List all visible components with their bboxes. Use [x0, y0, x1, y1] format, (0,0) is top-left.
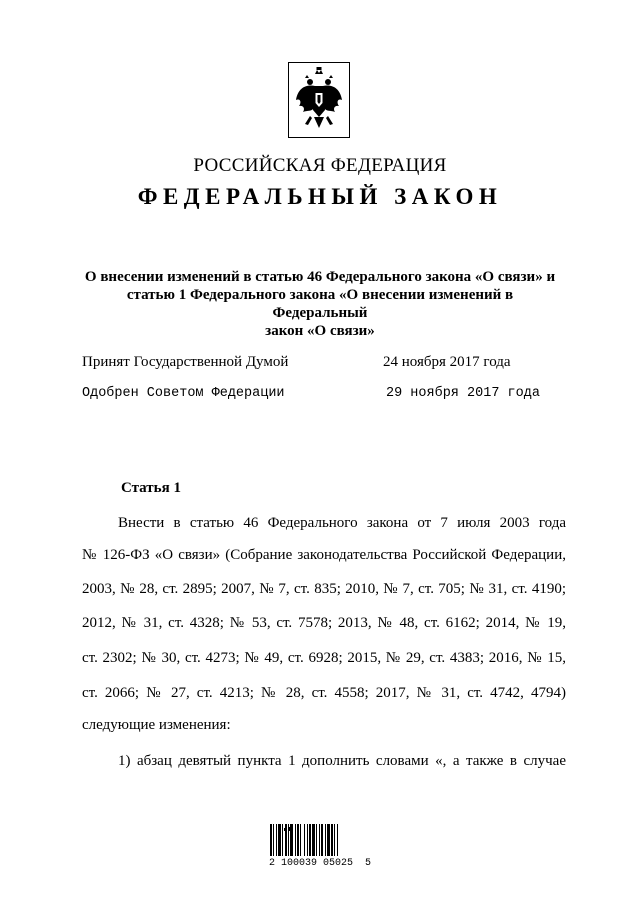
- document-type: ФЕДЕРАЛЬНЫЙ ЗАКОН: [137, 184, 503, 209]
- article-text-line: ст. 2302; № 30, ст. 4273; № 49, ст. 6928; 2015, № 29, ст. 4383; 2016, № 15,: [82, 650, 566, 666]
- article-text-line: 1) абзац девятый пункта 1 дополнить словами «, а также в случае: [118, 753, 566, 769]
- approved-by-council-label: Одобрен Советом Федерации: [82, 386, 285, 401]
- article-text-line: Внести в статью 46 Федерального закона от 7 июля 2003 года: [118, 515, 566, 531]
- approved-by-council-date: 29 ноября 2017 года: [386, 386, 540, 401]
- barcode: [268, 824, 372, 856]
- country-name: РОССИЙСКАЯ ФЕДЕРАЦИЯ: [193, 155, 447, 176]
- law-title-line: закон «О связи»: [265, 323, 375, 339]
- law-title-line: О внесении изменений в статью 46 Федерального закона «О связи» и: [84, 269, 556, 285]
- article-text-line: ст. 2066; № 27, ст. 4213; № 28, ст. 4558; 2017, № 31, ст. 4742, 4794): [82, 685, 566, 701]
- adopted-by-duma-date: 24 ноября 2017 года: [383, 354, 511, 370]
- article-heading: Статья 1: [121, 480, 181, 496]
- article-text-line: № 126-ФЗ «О связи» (Собрание законодательства Российской Федерации,: [82, 547, 566, 563]
- coat-of-arms-emblem: [288, 62, 350, 138]
- law-title-line: статью 1 Федерального закона «О внесении изменений в Федеральный: [126, 287, 514, 321]
- article-text-line: следующие изменения:: [82, 717, 231, 733]
- article-text-line: 2012, № 31, ст. 4328; № 53, ст. 7578; 2013, № 48, ст. 6162; 2014, № 19,: [82, 615, 566, 631]
- barcode-marks: [268, 818, 372, 822]
- barcode-number: 2 100039 05025 5: [268, 858, 372, 869]
- law-title: [80, 268, 560, 340]
- article-text-line: 2003, № 28, ст. 2895; 2007, № 7, ст. 835; 2010, № 7, ст. 705; № 31, ст. 4190;: [82, 581, 566, 597]
- adopted-by-duma-label: Принят Государственной Думой: [82, 354, 289, 370]
